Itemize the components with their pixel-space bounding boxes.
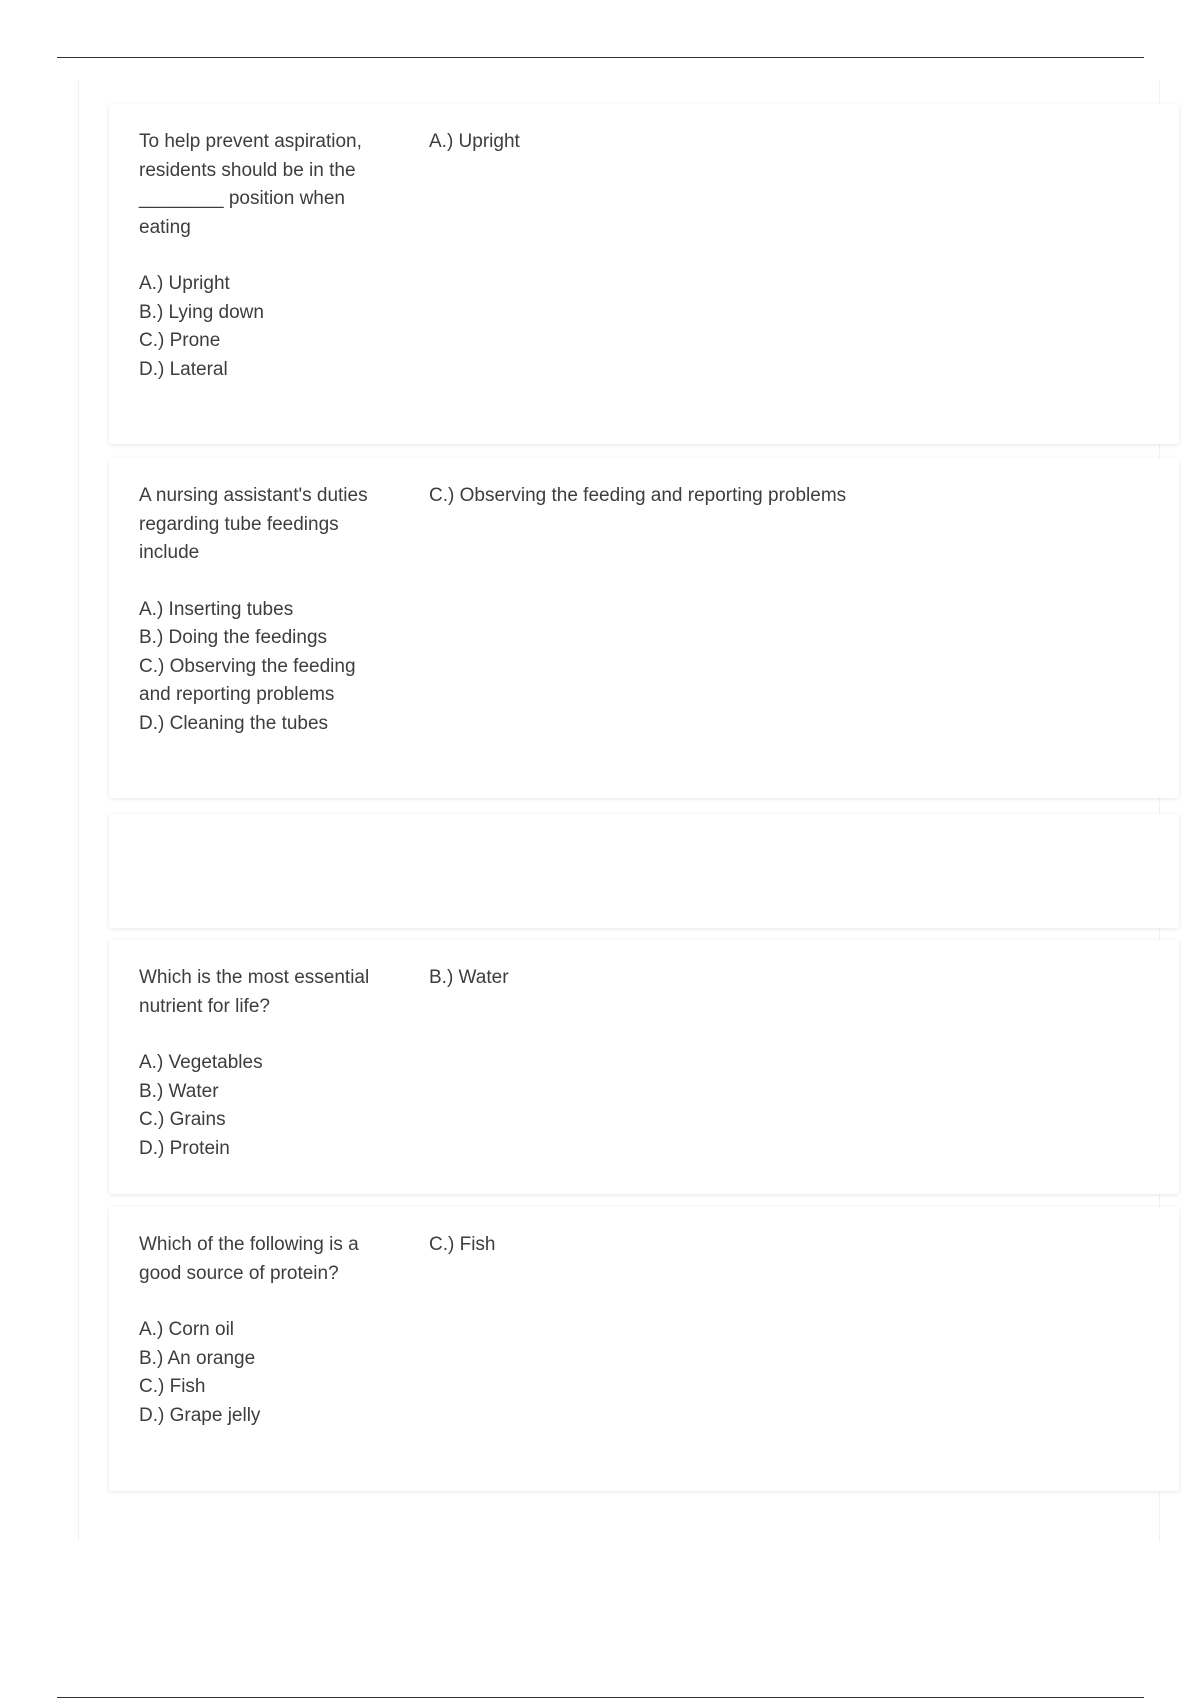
option-item: B.) Doing the feedings xyxy=(139,627,328,648)
option-item: D.) Protein xyxy=(139,1137,230,1159)
option-item: D.) Lateral xyxy=(139,358,228,380)
top-rule xyxy=(57,57,1144,58)
question-text: A nursing assistant's duties regarding tube feedings include xyxy=(139,485,373,563)
options-list xyxy=(139,596,384,739)
question-column xyxy=(139,964,384,1163)
option-item: A.) Corn oil xyxy=(139,1319,235,1340)
answer-text: C.) Observing the feeding and reporting problems xyxy=(429,485,847,506)
flashcard xyxy=(109,104,1179,444)
option-item: C.) Grains xyxy=(139,1109,226,1130)
option-item: B.) Water xyxy=(139,1080,219,1102)
question-text: Which is the most essential nutrient for life? xyxy=(139,967,375,1017)
question-text: To help prevent aspiration, residents should be in the ________ position when eating xyxy=(139,131,368,238)
flashcard xyxy=(109,1207,1179,1491)
flashcard xyxy=(109,940,1179,1194)
question-column xyxy=(139,128,384,384)
option-item: C.) Fish xyxy=(139,1376,206,1397)
option-item: D.) Grape jelly xyxy=(139,1404,261,1426)
question-column xyxy=(139,1231,384,1430)
bottom-rule xyxy=(57,1697,1144,1698)
question-column xyxy=(139,482,384,738)
option-item: C.) Observing the feeding and reporting problems xyxy=(139,655,356,705)
option-item: A.) Vegetables xyxy=(139,1052,263,1073)
question-text: Which of the following is a good source of protein? xyxy=(139,1234,364,1284)
option-item: B.) Lying down xyxy=(139,301,264,323)
options-list xyxy=(139,1049,384,1163)
empty-flashcard xyxy=(109,814,1179,928)
answer-text: C.) Fish xyxy=(429,1234,496,1255)
options-list xyxy=(139,1316,384,1430)
option-item: A.) Upright xyxy=(139,273,230,294)
option-item: A.) Inserting tubes xyxy=(139,598,294,620)
answer-text: B.) Water xyxy=(429,967,509,988)
answer-text: A.) Upright xyxy=(429,131,520,152)
option-item: B.) An orange xyxy=(139,1347,256,1369)
option-item: D.) Cleaning the tubes xyxy=(139,712,329,734)
option-item: C.) Prone xyxy=(139,330,221,351)
options-list xyxy=(139,270,384,384)
flashcard xyxy=(109,458,1179,798)
